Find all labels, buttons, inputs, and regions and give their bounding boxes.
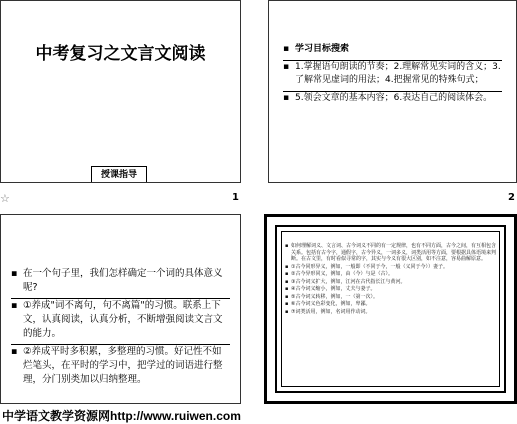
slide-tag: 授课指导 (91, 166, 147, 183)
list-item: ▪ ⑥古今词义色彩变化，例如，卑鄙。 (285, 301, 500, 308)
list-item: ▪ ⑦词类活用，例如，名词用作动词。 (285, 309, 500, 316)
slide-number: 1 (232, 192, 239, 203)
objective-item: ▪ 5.领会文章的基本内容；6.表达自己的阅读体会。 (283, 91, 502, 105)
footer-watermark: 中学语文教学资源网http://www.ruiwen.com (2, 409, 241, 423)
list-item: ▪ ④古今词义缩小，例如，丈夫与妻子。 (285, 286, 500, 293)
slide-thumbnail-4[interactable] (264, 214, 517, 404)
slide-thumbnail-1[interactable] (0, 0, 241, 183)
list-item: ▪ 在一个句子里，我们怎样确定一个词的具体意义呢? (11, 267, 230, 295)
list-item: ▪ 如何理解词义、文言词、古今词义不同的有一定规律，也有不同方面，古今之间，有互相包含关系。包括有古今字，通假字，古今异义，一词多义，词类活用等方面，要根据具体语境来判断。在古文里，有时看似寻常的字，其实与今义有很大区别，如不注意，容易曲解原意。 (285, 243, 500, 263)
list-item: ▪ ②养成平时多积累，多整理的习惯。好记性不如烂笔头，在平时的学习中，把学过的词语进行整理，分门别类加以归纳整理。 (11, 344, 230, 387)
slide-thumbnail-3[interactable] (0, 214, 241, 404)
star-icon: ☆ (0, 192, 10, 205)
slide-number: 2 (508, 192, 515, 203)
list-item: ▪ ②古今异形同义，例如，由（今）与是（古）。 (285, 271, 500, 278)
objectives-heading: ▪ 学习目标搜索 (283, 43, 502, 56)
list-item: ▪ ①养成"词不离句，句不离篇"的习惯。联系上下文，认真阅读，认真分析，不断增强阅读文言文的能力。 (11, 298, 230, 341)
slide-title: 中考复习之文言文阅读 (35, 44, 206, 64)
list-item: ▪ ③古今词义扩大，例如，江河在古代指长江与黄河。 (285, 279, 500, 286)
slide-thumbnail-2[interactable] (268, 0, 517, 183)
list-item: ▪ ⑤古今词义转移，例如，一（第一次）。 (285, 294, 500, 301)
list-item: ▪ ①古今同形异义，例如，一般即（不同于今，一般（义同于今））妻子。 (285, 264, 500, 271)
objective-item: ▪ 1.掌握语句朗读的节奏；2.理解常见实词的含义；3.了解常见虚词的用法；4.把握常见的特殊句式； (283, 60, 502, 87)
